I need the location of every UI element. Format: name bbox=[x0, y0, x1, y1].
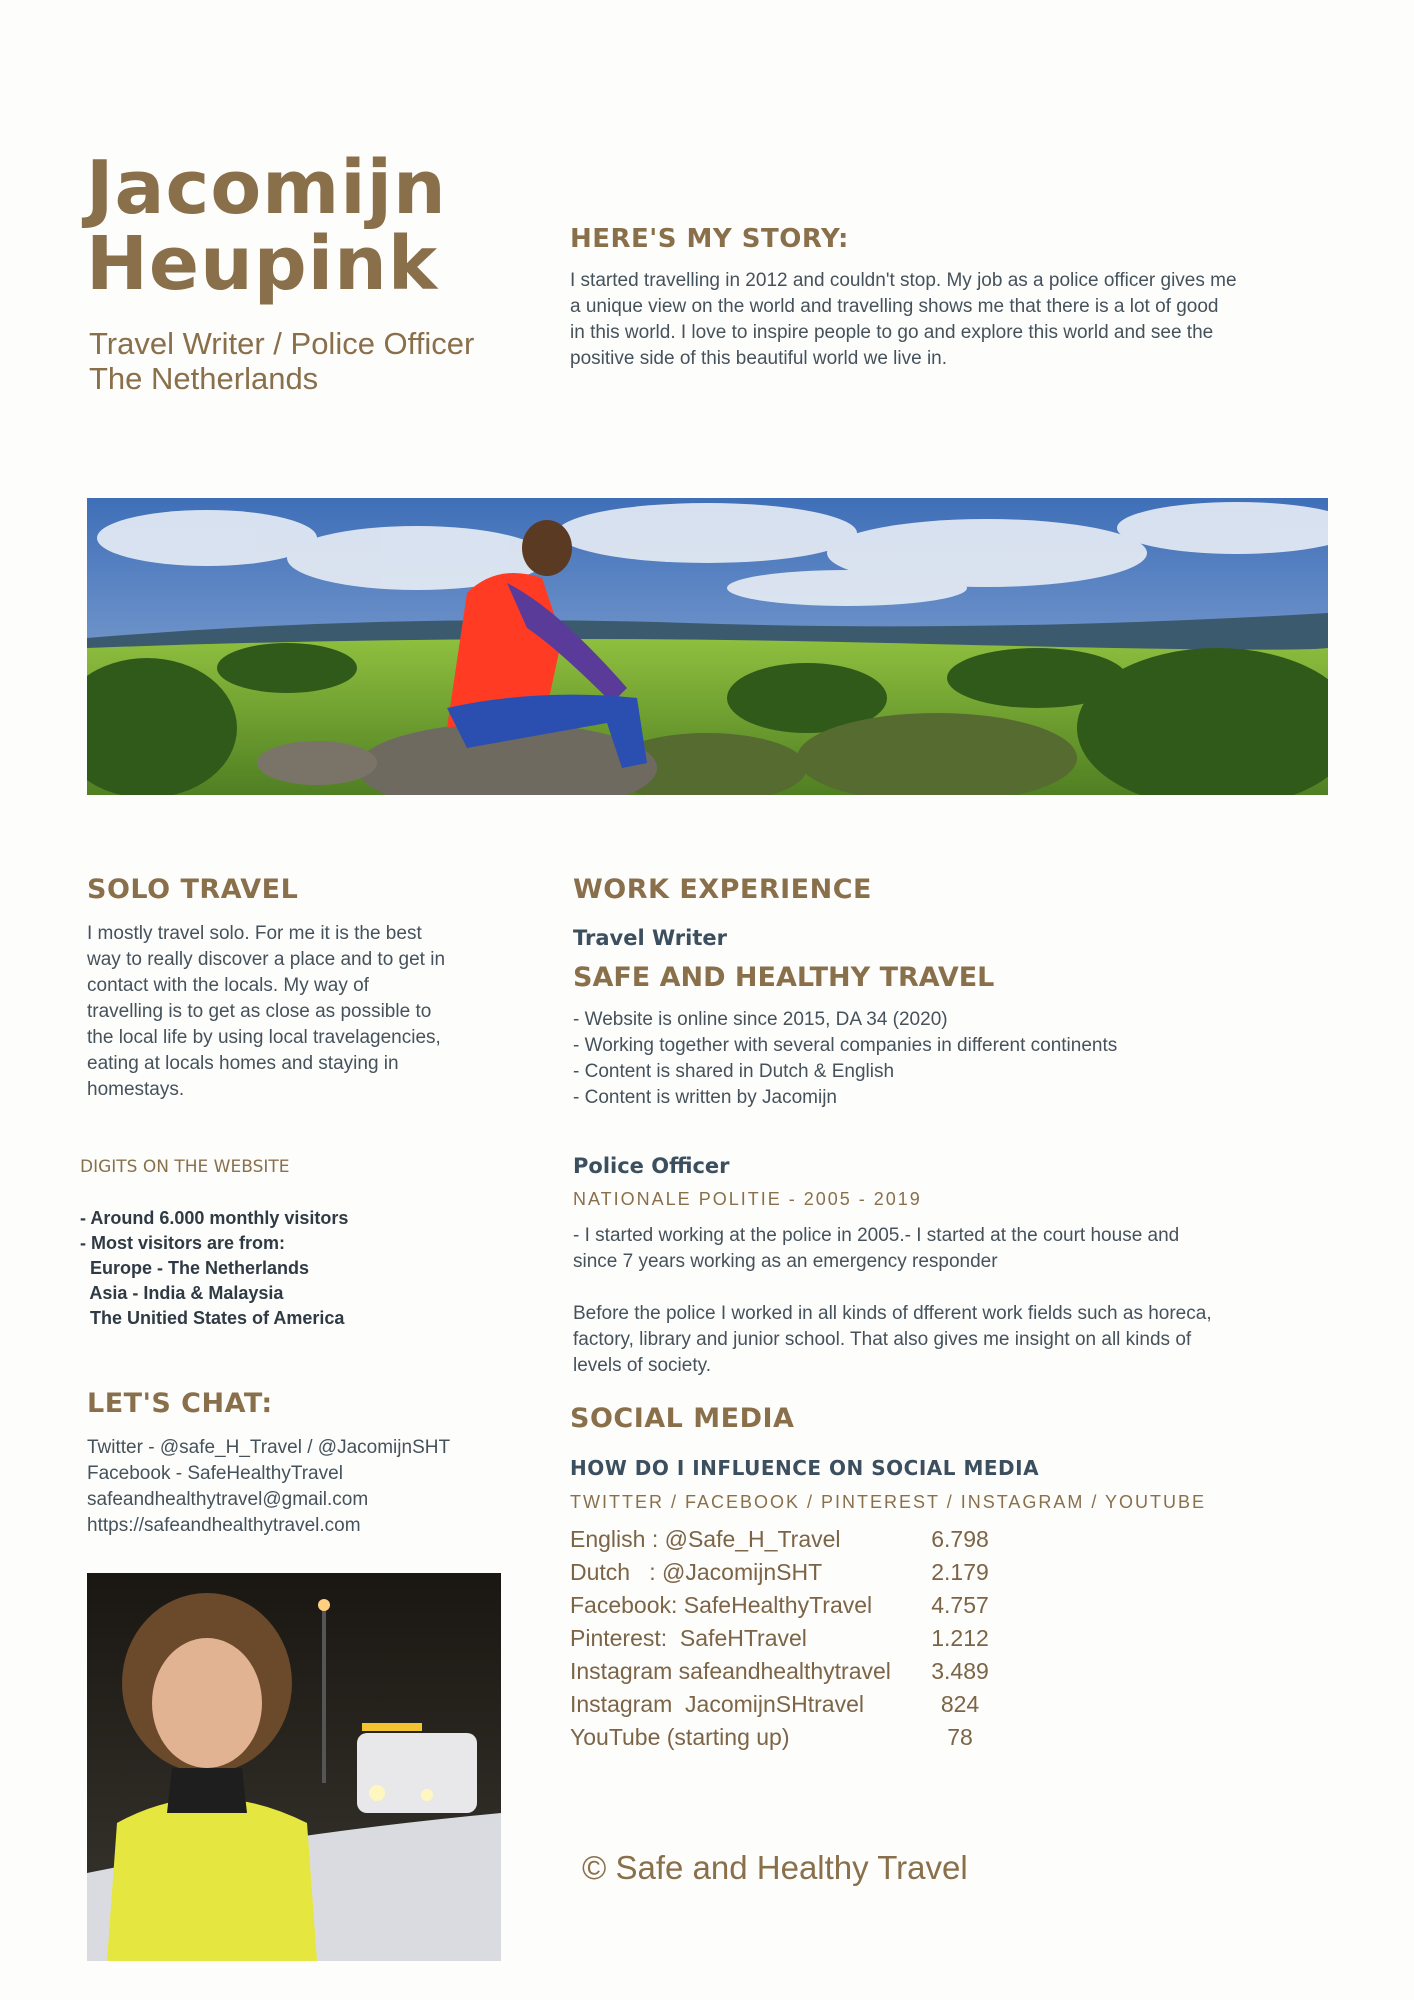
previous-work-text: Before the police I worked in all kinds of dfferent work fields such as horeca, factory, library and junior school. That also gives me insight on all kinds of levels of society. bbox=[573, 1303, 1212, 1376]
list-item: - Working together with several companies in different continents bbox=[573, 1035, 1118, 1056]
subtitle bbox=[89, 326, 474, 396]
job-role-travel-writer: Travel Writer bbox=[573, 926, 727, 950]
job-role-police-officer: Police Officer bbox=[573, 1154, 730, 1178]
job-company-nationale-politie: NATIONALE POLITIE - 2005 - 2019 bbox=[573, 1189, 922, 1209]
social-row-pinterest bbox=[570, 1625, 1090, 1658]
story-heading: HERE'S MY STORY: bbox=[570, 224, 849, 254]
list-item: The Unitied States of America bbox=[80, 1308, 345, 1328]
social-row-youtube bbox=[570, 1724, 1090, 1757]
list-item: Asia - India & Malaysia bbox=[80, 1283, 284, 1303]
social-platforms: TWITTER / FACEBOOK / PINTEREST / INSTAGRAM / YOUTUBE bbox=[570, 1492, 1207, 1512]
social-row-instagram-2 bbox=[570, 1691, 1090, 1724]
list-item: - Content is shared in Dutch & English bbox=[573, 1061, 895, 1082]
social-label: Facebook: SafeHealthyTravel bbox=[570, 1592, 873, 1618]
police-job-text: - I started working at the police in 2005.- I started at the court house and since 7 years working as an emergency responder bbox=[573, 1225, 1180, 1272]
social-count: 6.798 bbox=[931, 1526, 989, 1552]
copyright-notice: © Safe and Healthy Travel bbox=[582, 1849, 968, 1886]
social-count: 78 bbox=[947, 1724, 973, 1750]
facebook-contact: Facebook - SafeHealthyTravel bbox=[87, 1463, 343, 1484]
social-count: 3.489 bbox=[931, 1658, 989, 1684]
social-row-instagram-1 bbox=[570, 1658, 1090, 1691]
social-label: Dutch : @JacomijnSHT bbox=[570, 1559, 823, 1585]
website-link[interactable]: https://safeandhealthytravel.com bbox=[87, 1515, 361, 1536]
list-item: - Content is written by Jacomijn bbox=[573, 1087, 837, 1108]
social-label: Pinterest: SafeHTravel bbox=[570, 1625, 807, 1651]
subtitle-role: Travel Writer / Police Officer bbox=[89, 326, 475, 361]
solo-travel-heading: SOLO TRAVEL bbox=[87, 874, 299, 905]
social-label: Instagram safeandhealthytravel bbox=[570, 1658, 891, 1684]
social-media-heading: SOCIAL MEDIA bbox=[570, 1403, 795, 1434]
list-item: - Around 6.000 monthly visitors bbox=[80, 1208, 349, 1228]
twitter-contact: Twitter - @safe_H_Travel / @JacomijnSHT bbox=[87, 1437, 451, 1458]
job-details-list bbox=[573, 1007, 1117, 1111]
social-count: 1.212 bbox=[931, 1625, 989, 1651]
list-item: - Most visitors are from: bbox=[80, 1233, 286, 1253]
digits-heading: DIGITS ON THE WEBSITE bbox=[80, 1157, 290, 1177]
social-stats bbox=[570, 1526, 1090, 1757]
social-count: 4.757 bbox=[931, 1592, 989, 1618]
social-count: 2.179 bbox=[931, 1559, 989, 1585]
contact-list bbox=[87, 1435, 450, 1539]
work-experience-heading: WORK EXPERIENCE bbox=[573, 874, 872, 905]
chat-heading: LET'S CHAT: bbox=[87, 1388, 273, 1419]
digits-list bbox=[80, 1206, 348, 1331]
social-label: Instagram JacomijnSHtravel bbox=[570, 1691, 864, 1717]
social-row-dutch bbox=[570, 1559, 1090, 1592]
name-last: Heupink bbox=[86, 221, 439, 307]
list-item: - Website is online since 2015, DA 34 (2020) bbox=[573, 1009, 948, 1030]
social-count: 824 bbox=[940, 1691, 980, 1717]
job-company-safe-healthy-travel: SAFE AND HEALTHY TRAVEL bbox=[573, 962, 995, 993]
story-text: I started travelling in 2012 and couldn't stop. My job as a police officer gives me a unique view on the world and travelling shows me that there is a lot of good in this world. I love to inspire people to go and explore this world and see the positive side of this beautiful world we live in. bbox=[570, 270, 1237, 369]
solo-travel-text: I mostly travel solo. For me it is the best way to really discover a place and to get in contact with the locals. My way of travelling is to get as close as possible to the local life by using local travelagencies, eating at locals homes and staying in homestays. bbox=[87, 923, 446, 1100]
list-item: Europe - The Netherlands bbox=[80, 1258, 310, 1278]
police-photo bbox=[87, 1573, 501, 1961]
social-media-subheading: HOW DO I INFLUENCE ON SOCIAL MEDIA bbox=[570, 1456, 1040, 1480]
email-contact[interactable]: safeandhealthytravel@gmail.com bbox=[87, 1489, 369, 1510]
person-name bbox=[86, 145, 447, 307]
social-row-facebook bbox=[570, 1592, 1090, 1625]
social-row-english bbox=[570, 1526, 1090, 1559]
social-label: YouTube (starting up) bbox=[570, 1724, 790, 1750]
banner-photo bbox=[87, 498, 1328, 795]
subtitle-country: The Netherlands bbox=[89, 361, 319, 396]
social-label: English : @Safe_H_Travel bbox=[570, 1526, 841, 1552]
name-first: Jacomijn bbox=[86, 145, 447, 231]
